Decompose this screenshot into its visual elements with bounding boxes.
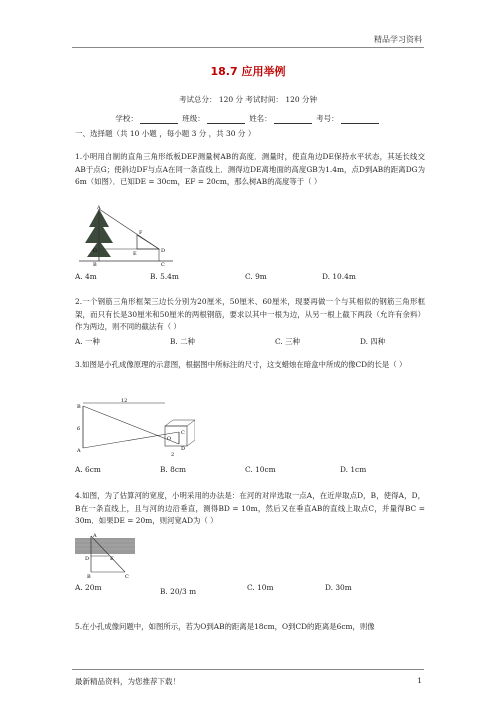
q3-option-c[interactable]: C. 10cm bbox=[245, 465, 276, 474]
q2-option-b[interactable]: B. 二种 bbox=[170, 337, 195, 346]
fig1-label-g: G bbox=[93, 248, 97, 254]
q1-option-a[interactable]: A. 4m bbox=[75, 272, 97, 281]
question-2: 2.一个钢筋三角形框架三边长分别为20厘米，50厘米、60厘米，现要再做一个与其相似的钢筋三角形框架，而只有长是30厘米和50厘米的两根钢筋，要求以其中一根为边，从另一根上截下两段（允许有余料）作为两边，则不同的截法有（ ） bbox=[75, 297, 425, 331]
fig4-label-d: D bbox=[85, 556, 90, 562]
question-1: 1.小明用自制的直角三角形纸板DEF测量树AB的高度．测量时，使直角边DE保持水平状态，其延长线交AB于点G；使斜边DF与点A在同一条直线上．测得边DE离地面的高度GB为1.4m，点D到AB的距离DG为6m（如图）．已知DE = 30cm，EF = 20cm，那么树AB的高度等于（ ） bbox=[75, 152, 425, 186]
question-3: 3.如图是小孔成像原理的示意图，根据图中所标注的尺寸，这支蜡烛在暗盒中所成的像CD的长是（ ） bbox=[75, 360, 407, 369]
q3-option-b[interactable]: B. 8cm bbox=[160, 465, 186, 474]
fig3-label-b: B bbox=[77, 404, 81, 410]
fig3-label-o: O bbox=[167, 436, 172, 442]
fig3-label-c: C bbox=[181, 430, 185, 436]
q3-option-a[interactable]: A. 6cm bbox=[75, 465, 101, 474]
q4-option-d[interactable]: D. 30m bbox=[325, 583, 352, 592]
q1-option-c[interactable]: C. 9m bbox=[245, 272, 267, 281]
fig1-label-b: B bbox=[93, 262, 97, 267]
q4-option-a[interactable]: A. 20m bbox=[75, 583, 102, 592]
fig4-label-b: B bbox=[87, 574, 91, 580]
footer-divider bbox=[72, 669, 424, 670]
field-number-label: 考号： bbox=[316, 114, 339, 123]
field-school-blank bbox=[140, 115, 178, 124]
field-class-blank bbox=[207, 115, 245, 124]
fig4-label-e: E bbox=[110, 556, 114, 562]
figure-pinhole-camera bbox=[75, 396, 195, 458]
student-fields bbox=[0, 113, 496, 124]
fig1-label-d: D bbox=[161, 248, 166, 254]
q3-option-d[interactable]: D. 1cm bbox=[340, 465, 367, 474]
q1-option-d[interactable]: D. 10.4m bbox=[322, 272, 356, 281]
header-divider bbox=[72, 47, 424, 48]
q4-option-c[interactable]: C. 10m bbox=[247, 583, 274, 592]
q2-option-d[interactable]: D. 四种 bbox=[360, 337, 386, 346]
field-number-blank bbox=[341, 115, 379, 124]
section-heading: 一、选择题（共 10 小题 ，每小题 3 分 ，共 30 分 ） bbox=[75, 129, 256, 138]
figure-tree-measurement bbox=[75, 205, 175, 267]
q1-option-b[interactable]: B. 5.4m bbox=[150, 272, 179, 281]
fig1-label-f: F bbox=[139, 230, 143, 236]
fig3-dim-12: 12 bbox=[121, 398, 128, 404]
footer-text: 最新精品资料，为您推荐下载！ bbox=[75, 677, 180, 686]
exam-info: 考试总分： 120 分 考试时间： 120 分钟 bbox=[178, 95, 318, 104]
question-5: 5.在小孔成像问题中，如图所示，若为O到AB的距离是18cm，O到CD的距离是6cm，则像 bbox=[75, 622, 375, 631]
question-4: 4.如图，为了估算河的宽度，小明采用的办法是：在河的对岸选取一点A，在近岸取点D，B，使得A，D，B在一条直线上，且与河的边沿垂直，测得BD = 10m，然后又在垂直AB的直线上取点C，并量得BC = 30m．如果DE = 20m，则河宽AD为（ ） bbox=[75, 491, 425, 525]
fig4-label-a: A bbox=[93, 533, 97, 539]
header-brand: 精品学习资料 bbox=[374, 35, 422, 44]
page-title: 18.7 应用举例 bbox=[210, 65, 286, 78]
fig3-label-d: D bbox=[181, 446, 186, 452]
fig3-dim-2: 2 bbox=[171, 452, 175, 458]
fig1-label-a: A bbox=[97, 205, 101, 211]
q4-option-b[interactable]: B. 20/3 m bbox=[160, 587, 197, 596]
field-name-label: 姓名： bbox=[249, 114, 272, 123]
field-school-label: 学校： bbox=[115, 114, 138, 123]
fig4-label-c: C bbox=[125, 574, 129, 580]
fig1-label-e: E bbox=[133, 251, 137, 257]
field-name-blank bbox=[274, 115, 312, 124]
field-class-label: 班级： bbox=[182, 114, 205, 123]
fig1-label-c: C bbox=[161, 262, 165, 267]
fig3-label-a: A bbox=[77, 448, 81, 454]
q2-option-c[interactable]: C. 三种 bbox=[275, 337, 300, 346]
figure-river-width bbox=[75, 532, 135, 580]
fig3-dim-6: 6 bbox=[77, 426, 81, 432]
q2-option-a[interactable]: A. 一种 bbox=[75, 337, 100, 346]
page-number: 1 bbox=[417, 676, 422, 685]
